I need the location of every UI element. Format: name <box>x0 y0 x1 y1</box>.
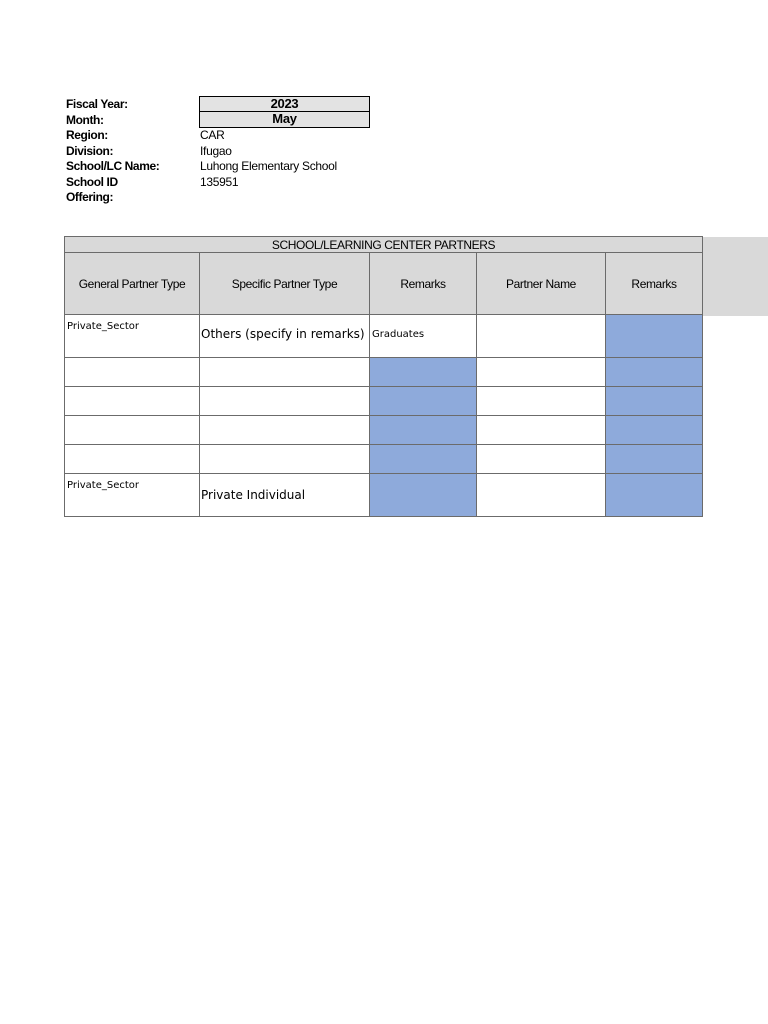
fiscal-year-label: Fiscal Year: <box>66 97 128 111</box>
col-remarks-1: Remarks <box>370 253 477 315</box>
offering-label: Offering: <box>66 190 114 204</box>
school-name-label: School/LC Name: <box>66 159 160 173</box>
partner-name-cell[interactable] <box>477 445 606 474</box>
general-partner-cell[interactable] <box>65 358 200 387</box>
fiscal-year-value[interactable]: 2023 <box>199 96 370 112</box>
col-specific-partner-type: Specific Partner Type <box>200 253 370 315</box>
partner-name-cell[interactable] <box>477 416 606 445</box>
division-label: Division: <box>66 144 114 158</box>
specific-partner-cell[interactable] <box>200 358 370 387</box>
general-partner-cell[interactable]: Private_Sector <box>65 315 200 358</box>
region-label: Region: <box>66 128 108 142</box>
remarks2-cell[interactable] <box>606 416 703 445</box>
table-row <box>65 315 703 358</box>
side-header-panel <box>702 237 768 316</box>
region-value: CAR <box>200 128 225 142</box>
specific-partner-cell[interactable] <box>200 445 370 474</box>
specific-partner-cell[interactable]: Private Individual <box>200 474 370 517</box>
remarks-cell[interactable] <box>370 416 477 445</box>
table-title: SCHOOL/LEARNING CENTER PARTNERS <box>65 237 703 253</box>
remarks2-cell[interactable] <box>606 387 703 416</box>
remarks-cell[interactable] <box>370 358 477 387</box>
general-partner-cell[interactable] <box>65 445 200 474</box>
table-row <box>65 416 703 445</box>
specific-partner-cell[interactable] <box>200 416 370 445</box>
general-partner-cell[interactable]: Private_Sector <box>65 474 200 517</box>
remarks-cell[interactable] <box>370 387 477 416</box>
school-id-value: 135951 <box>200 175 239 189</box>
partner-name-cell[interactable] <box>477 358 606 387</box>
table-header-row <box>65 253 703 315</box>
school-name-value: Luhong Elementary School <box>200 159 337 173</box>
remarks2-cell[interactable] <box>606 445 703 474</box>
partner-name-cell[interactable] <box>477 315 606 358</box>
partner-name-cell[interactable] <box>477 474 606 517</box>
specific-partner-cell[interactable]: Others (specify in remarks) <box>200 315 370 358</box>
table-row <box>65 474 703 517</box>
table-row <box>65 387 703 416</box>
remarks-cell[interactable]: Graduates <box>370 315 477 358</box>
partner-name-cell[interactable] <box>477 387 606 416</box>
table-title-row <box>65 237 703 253</box>
col-remarks-2: Remarks <box>606 253 703 315</box>
month-value[interactable]: May <box>199 112 370 128</box>
remarks2-cell[interactable] <box>606 474 703 517</box>
specific-partner-cell[interactable] <box>200 387 370 416</box>
school-id-label: School ID <box>66 175 118 189</box>
remarks-cell[interactable] <box>370 474 477 517</box>
remarks2-cell[interactable] <box>606 315 703 358</box>
col-partner-name: Partner Name <box>477 253 606 315</box>
month-label: Month: <box>66 113 104 127</box>
table-row <box>65 445 703 474</box>
division-value: Ifugao <box>200 144 232 158</box>
general-partner-cell[interactable] <box>65 387 200 416</box>
remarks2-cell[interactable] <box>606 358 703 387</box>
general-partner-cell[interactable] <box>65 416 200 445</box>
col-general-partner-type: General Partner Type <box>65 253 200 315</box>
table-row <box>65 358 703 387</box>
remarks-cell[interactable] <box>370 445 477 474</box>
partners-table <box>64 236 703 517</box>
